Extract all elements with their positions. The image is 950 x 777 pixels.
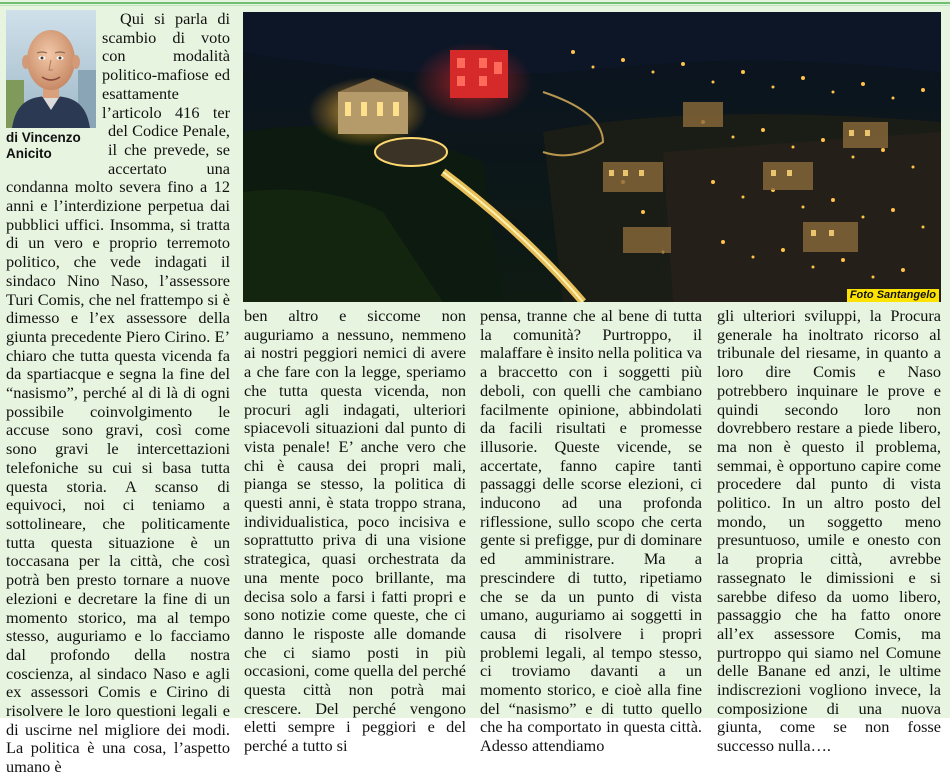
top-rule — [0, 2, 950, 4]
article-column-1 — [6, 10, 230, 777]
article-text-4: gli ulteriori sviluppi, la Procura generale ha inoltrato ricorso al tribunale del riesame, in quanto a loro dire Comis e Naso potrebbero inquinare le prove e quindi secondo loro non dovrebbero restare a piede libero, ma non è questo il problema, semmai, è opportuno capire come procedere dal punto di vista politico. In un altro posto del mondo, un soggetto meno presuntuoso, umile e onesto con la propria città, avrebbe rassegnato le dimissioni e si sarebbe difeso da uomo libero, passaggio che ha fatto onore all’ex assessore Comis, ma purtroppo qui siamo nel Comune delle Banane ed anzi, le ultime indiscrezioni vogliono invece, la composizione di una nuova giunta, come se non fosse successo nulla…. — [717, 306, 941, 756]
author-portrait — [6, 10, 96, 128]
article-text-1: Qui si parla di scambio di voto con modalità politico-mafiose ed esattamente l’articolo 416 ter del Codice Penale, il che prevede, se accertato una condanna molto severa fino a 12 anni e l’interdizione perpetua dai pubblici uffici. Insomma, si tratta di un vero e proprio terremoto politico, che vede indagati il sindaco Nino Naso, l’assessore Turi Comis, che nel frattempo si è dimesso e l’ex assessore della giunta precedente Piero Cirino. E’ chiaro che tutta questa vicenda fa da spartiacque e segna la fine del “nasismo”, perché al di là di ogni possibile coinvolgimento le accuse sono gravi, così come sono gravi le intercettazioni telefoniche su cui si basa tutta questa storia. A scanso di equivoci, noi ci teniamo a sottolineare, che politicamente tutta questa situazione è un toccasana per la città, che così potrà ben presto tornare a nuove elezioni e decretare la fine di un momento storico, ma al tempo stesso, auguriamo e lo facciamo dal profondo della nostra coscienza, al sindaco Naso e agli ex assessori Comis e Cirino di risolvere le loro questioni legali e di uscirne nel migliore dei modi. La politica è una cosa, l’aspetto umano è — [6, 9, 230, 777]
article-column-3 — [480, 307, 702, 756]
top-rule-thin — [0, 5, 950, 6]
article-column-2 — [244, 307, 466, 756]
article-text-2: ben altro e siccome non auguriamo a nessuno, nemmeno ai nostri peggiori nemici di avere a che fare con la legge, speriamo che tutta questa vicenda, non procuri agli indagati, ulteriori spiacevoli situazioni dal punto di vista penale! E’ anche vero che chi è causa dei propri mali, pianga se stesso, la politica di questi anni, è stata troppo strana, individualistica, poco incisiva e soprattutto priva di una visione strategica, quasi orchestrata da una mente poco brillante, ma decisa solo a farsi i fatti propri e sono notizie come queste, che ci danno le risposte alle domande che ci siamo posti in più occasioni, come quella del perché questa città non potrà mai crescere. Del perché vengono eletti sempre i peggiori e del perché a tutto si — [244, 306, 466, 756]
article-text-3: pensa, tranne che al bene di tutta la comunità? Purtroppo, il malaffare è insito nella politica va a braccetto con i soggetti più deboli, con quelli che cambiano facilmente opinione, abbindolati da facili risultati e promesse illusorie. Queste vicende, se accertate, fanno capire tanti passaggi delle scorse elezioni, ci inducono ad una profonda riflessione, sullo scopo che certa gente si prefigge, pur di dominare ed amministrare. Ma a prescindere di tutto, ripetiamo che se da un punto di vista umano, auguriamo ai soggetti in causa di risolvere i propri problemi legali, al tempo stesso, ci troviamo davanti a un momento storico, e cioè alla fine del “nasismo” e di tutto quello che ha comportato in questa città. Adesso attendiamo — [480, 306, 702, 756]
author-byline: di Vincenzo Anicito — [6, 130, 81, 161]
photo-credit: Foto Santangelo — [847, 289, 939, 302]
town-night-photo — [243, 12, 941, 302]
article-column-4 — [717, 307, 941, 756]
